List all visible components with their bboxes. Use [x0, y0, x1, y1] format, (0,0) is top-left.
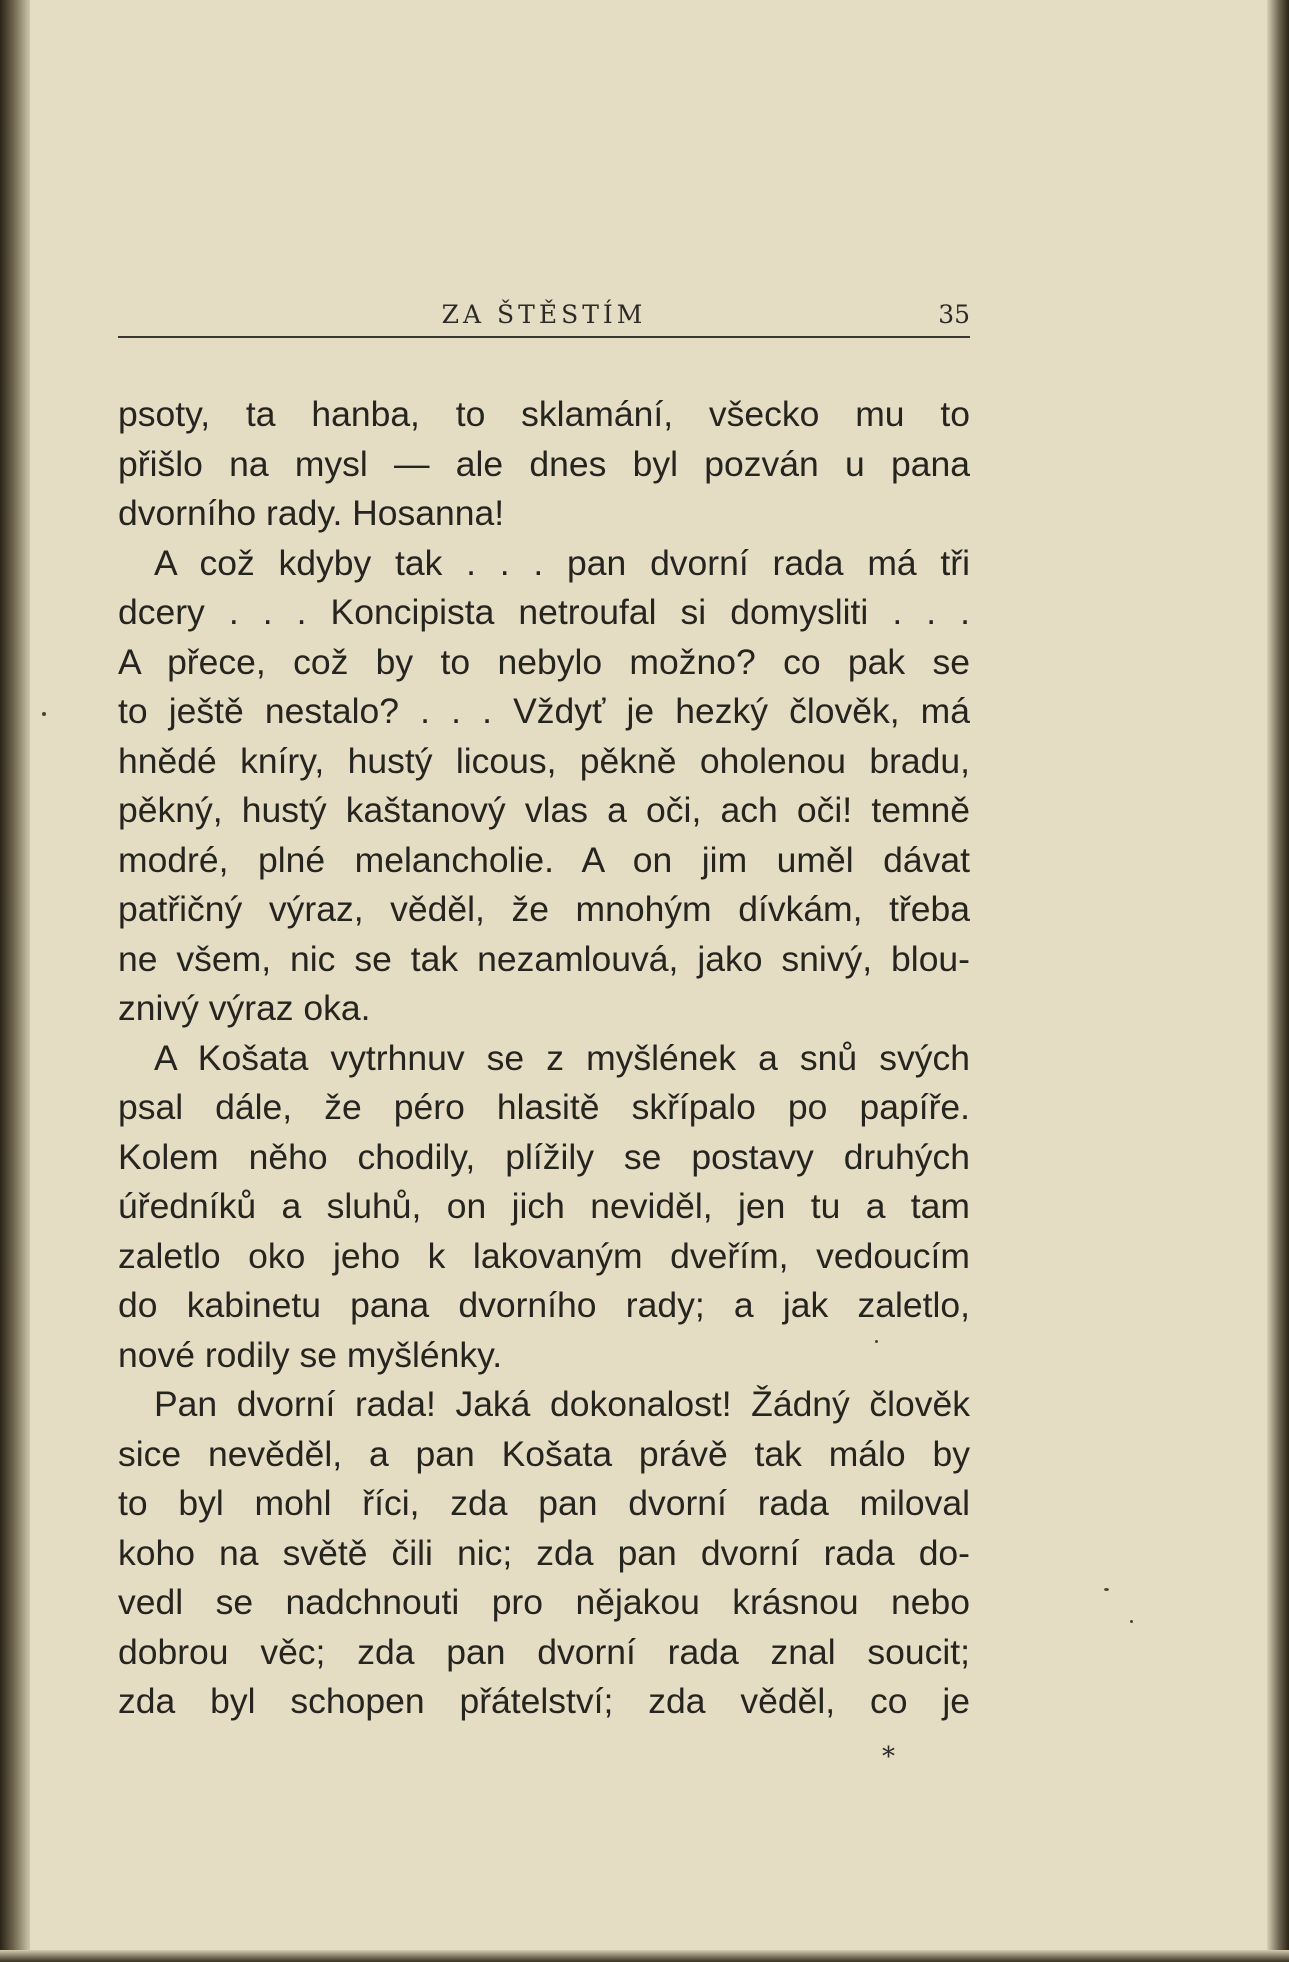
- text-line: hnědé kníry, hustý licous, pěkně oholenou bradu,: [118, 740, 970, 781]
- text-line: A přece, což by to nebylo možno? co pak se: [118, 641, 970, 682]
- text-line: sice nevěděl, a pan Košata právě tak málo by: [118, 1433, 970, 1474]
- text-line: znivý výraz oka.: [118, 988, 371, 1028]
- text-line: modré, plné melancholie. A on jim uměl dávat: [118, 839, 970, 880]
- text-line: zda byl schopen přátelství; zda věděl, co je: [118, 1681, 970, 1721]
- text-line: vedl se nadchnouti pro nějakou krásnou nebo: [118, 1582, 970, 1622]
- text-line: dvorního rady. Hosanna!: [118, 493, 505, 533]
- text-line: ne všem, nic se tak nezamlouvá, jako snivý, blou-: [118, 938, 970, 979]
- page-right-edge: [1267, 0, 1289, 1962]
- body-text: [118, 390, 970, 1727]
- text-line: dobrou věc; zda pan dvorní rada znal soucit;: [118, 1631, 970, 1672]
- text-line: psoty, ta hanba, to sklamání, všecko mu to: [118, 394, 970, 434]
- signature-mark: *: [882, 1742, 895, 1772]
- paper-speck: [875, 1340, 878, 1343]
- text-line: to byl mohl říci, zda pan dvorní rada miloval: [118, 1483, 970, 1523]
- paper-speck: [1104, 1588, 1109, 1591]
- text-line: koho na světě čili nic; zda pan dvorní rada do-: [118, 1532, 970, 1573]
- text-line: přišlo na mysl — ale dnes byl pozván u pana: [118, 443, 970, 484]
- text-line: zaletlo oko jeho k lakovaným dveřím, vedoucím: [118, 1235, 970, 1276]
- text-line: Pan dvorní rada! Jaká dokonalost! Žádný člověk: [154, 1384, 970, 1424]
- paper-speck: [42, 712, 46, 716]
- text-line: do kabinetu pana dvorního rady; a jak zaletlo,: [118, 1285, 970, 1325]
- page-bottom-edge: [0, 1950, 1289, 1962]
- running-title: ZA ŠTĚSTÍM: [441, 300, 647, 329]
- text-line: dcery . . . Koncipista netroufal si domysliti . . .: [118, 592, 970, 632]
- book-binding-edge: [0, 0, 30, 1962]
- text-line: patřičný výraz, věděl, že mnohým dívkám, třeba: [118, 889, 970, 929]
- text-line: Kolem něho chodily, plížily se postavy druhých: [118, 1136, 970, 1177]
- paper-speck: [1130, 1620, 1133, 1623]
- page-number: 35: [938, 300, 970, 329]
- text-line: pěkný, hustý kaštanový vlas a oči, ach oči! temně: [118, 790, 970, 830]
- header-rule: [118, 336, 970, 338]
- text-line: A což kdyby tak . . . pan dvorní rada má tři: [154, 542, 970, 583]
- text-line: úředníků a sluhů, on jich neviděl, jen tu a tam: [118, 1186, 970, 1226]
- text-line: to ještě nestalo? . . . Vždyť je hezký člověk, má: [118, 691, 970, 731]
- text-line: A Košata vytrhnuv se z myšlének a snů svých: [154, 1037, 970, 1078]
- running-header: [118, 298, 970, 338]
- text-line: psal dále, že péro hlasitě skřípalo po papíře.: [118, 1087, 970, 1127]
- text-line: nové rodily se myšlénky.: [118, 1334, 503, 1375]
